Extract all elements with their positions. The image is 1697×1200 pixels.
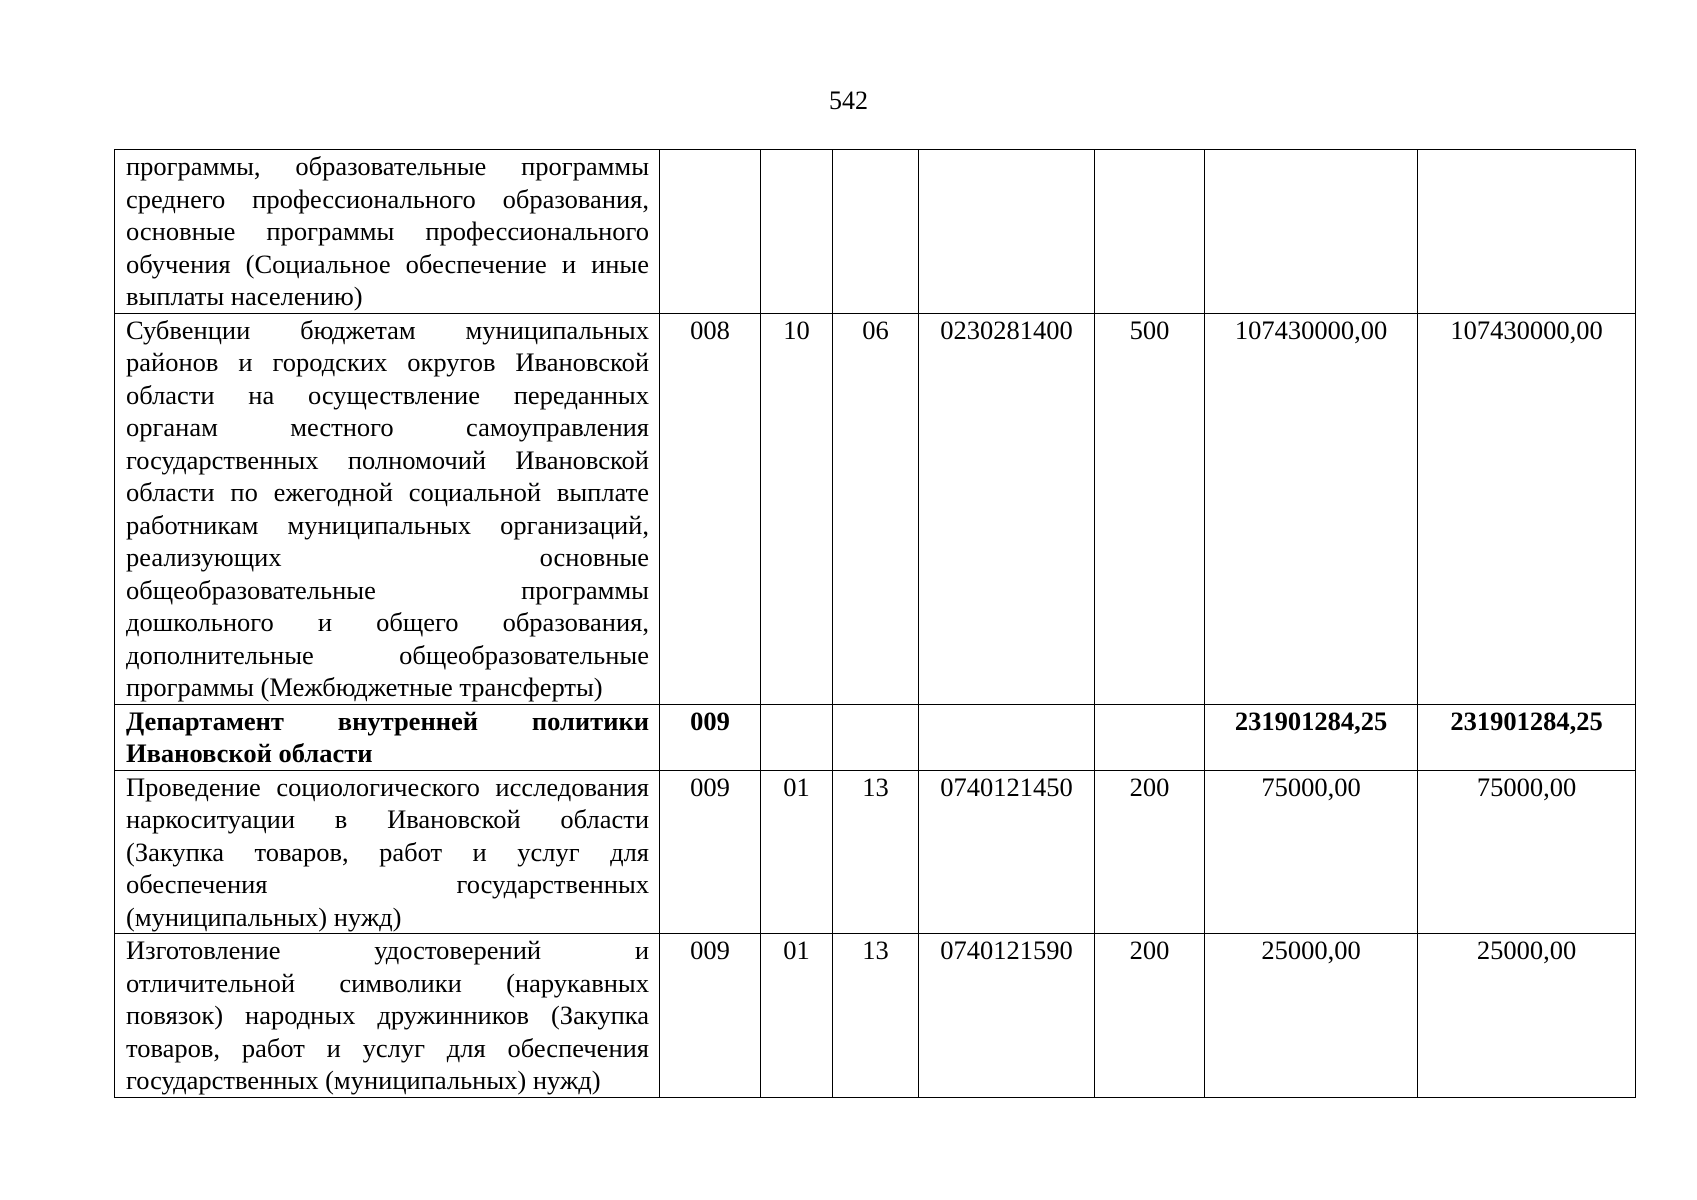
table-row [115, 770, 1636, 934]
row-subsection-code: 13 [833, 770, 919, 934]
table-row [115, 313, 1636, 704]
row-ministry-code: 009 [660, 770, 761, 934]
row-expense-type [1095, 704, 1205, 770]
table-row-department [115, 704, 1636, 770]
row-target-code: 0230281400 [919, 313, 1095, 704]
row-subsection-code: 13 [833, 934, 919, 1098]
row-subsection-code [833, 704, 919, 770]
row-amount-1: 25000,00 [1205, 934, 1418, 1098]
row-expense-type [1095, 150, 1205, 314]
row-section-code: 10 [761, 313, 833, 704]
row-name: Изготовление удостоверений и отличительной символики (нарукавных повязок) народных дружинников (Закупка товаров, работ и услуг для обеспечения государственных (муниципальных) нужд) [115, 934, 660, 1098]
row-section-code [761, 704, 833, 770]
row-amount-2: 75000,00 [1418, 770, 1636, 934]
row-amount-1: 75000,00 [1205, 770, 1418, 934]
row-amount-2: 231901284,25 [1418, 704, 1636, 770]
row-section-code: 01 [761, 770, 833, 934]
row-name: программы, образовательные программы среднего профессионального образования, основные программы профессионального обучения (Социальное обеспечение и иные выплаты населению) [115, 150, 660, 314]
row-subsection-code [833, 150, 919, 314]
row-name: Субвенции бюджетам муниципальных районов и городских округов Ивановской области на осуществление переданных органам местного самоуправления государственных полномочий Ивановской области по ежегодной социальной выплате работникам муниципальных организаций, реализующих основные общеобразовательные программы дошкольного и общего образования, дополнительные общеобразовательные программы (Межбюджетные трансферты) [115, 313, 660, 704]
row-amount-1: 107430000,00 [1205, 313, 1418, 704]
page-number-text: 542 [829, 86, 868, 115]
page-number [0, 86, 1697, 116]
row-expense-type: 200 [1095, 934, 1205, 1098]
row-section-code: 01 [761, 934, 833, 1098]
row-amount-1: 231901284,25 [1205, 704, 1418, 770]
row-section-code [761, 150, 833, 314]
row-ministry-code [660, 150, 761, 314]
row-name: Департамент внутренней политики Ивановской области [115, 704, 660, 770]
row-expense-type: 500 [1095, 313, 1205, 704]
row-target-code: 0740121450 [919, 770, 1095, 934]
table-row [115, 150, 1636, 314]
row-target-code [919, 150, 1095, 314]
row-ministry-code: 008 [660, 313, 761, 704]
row-target-code: 0740121590 [919, 934, 1095, 1098]
row-amount-1 [1205, 150, 1418, 314]
row-subsection-code: 06 [833, 313, 919, 704]
row-expense-type: 200 [1095, 770, 1205, 934]
row-ministry-code: 009 [660, 704, 761, 770]
row-amount-2 [1418, 150, 1636, 314]
row-amount-2: 25000,00 [1418, 934, 1636, 1098]
table-row [115, 934, 1636, 1098]
row-amount-2: 107430000,00 [1418, 313, 1636, 704]
budget-table [114, 149, 1636, 1098]
row-name: Проведение социологического исследования наркоситуации в Ивановской области (Закупка товаров, работ и услуг для обеспечения государственных (муниципальных) нужд) [115, 770, 660, 934]
row-target-code [919, 704, 1095, 770]
row-ministry-code: 009 [660, 934, 761, 1098]
